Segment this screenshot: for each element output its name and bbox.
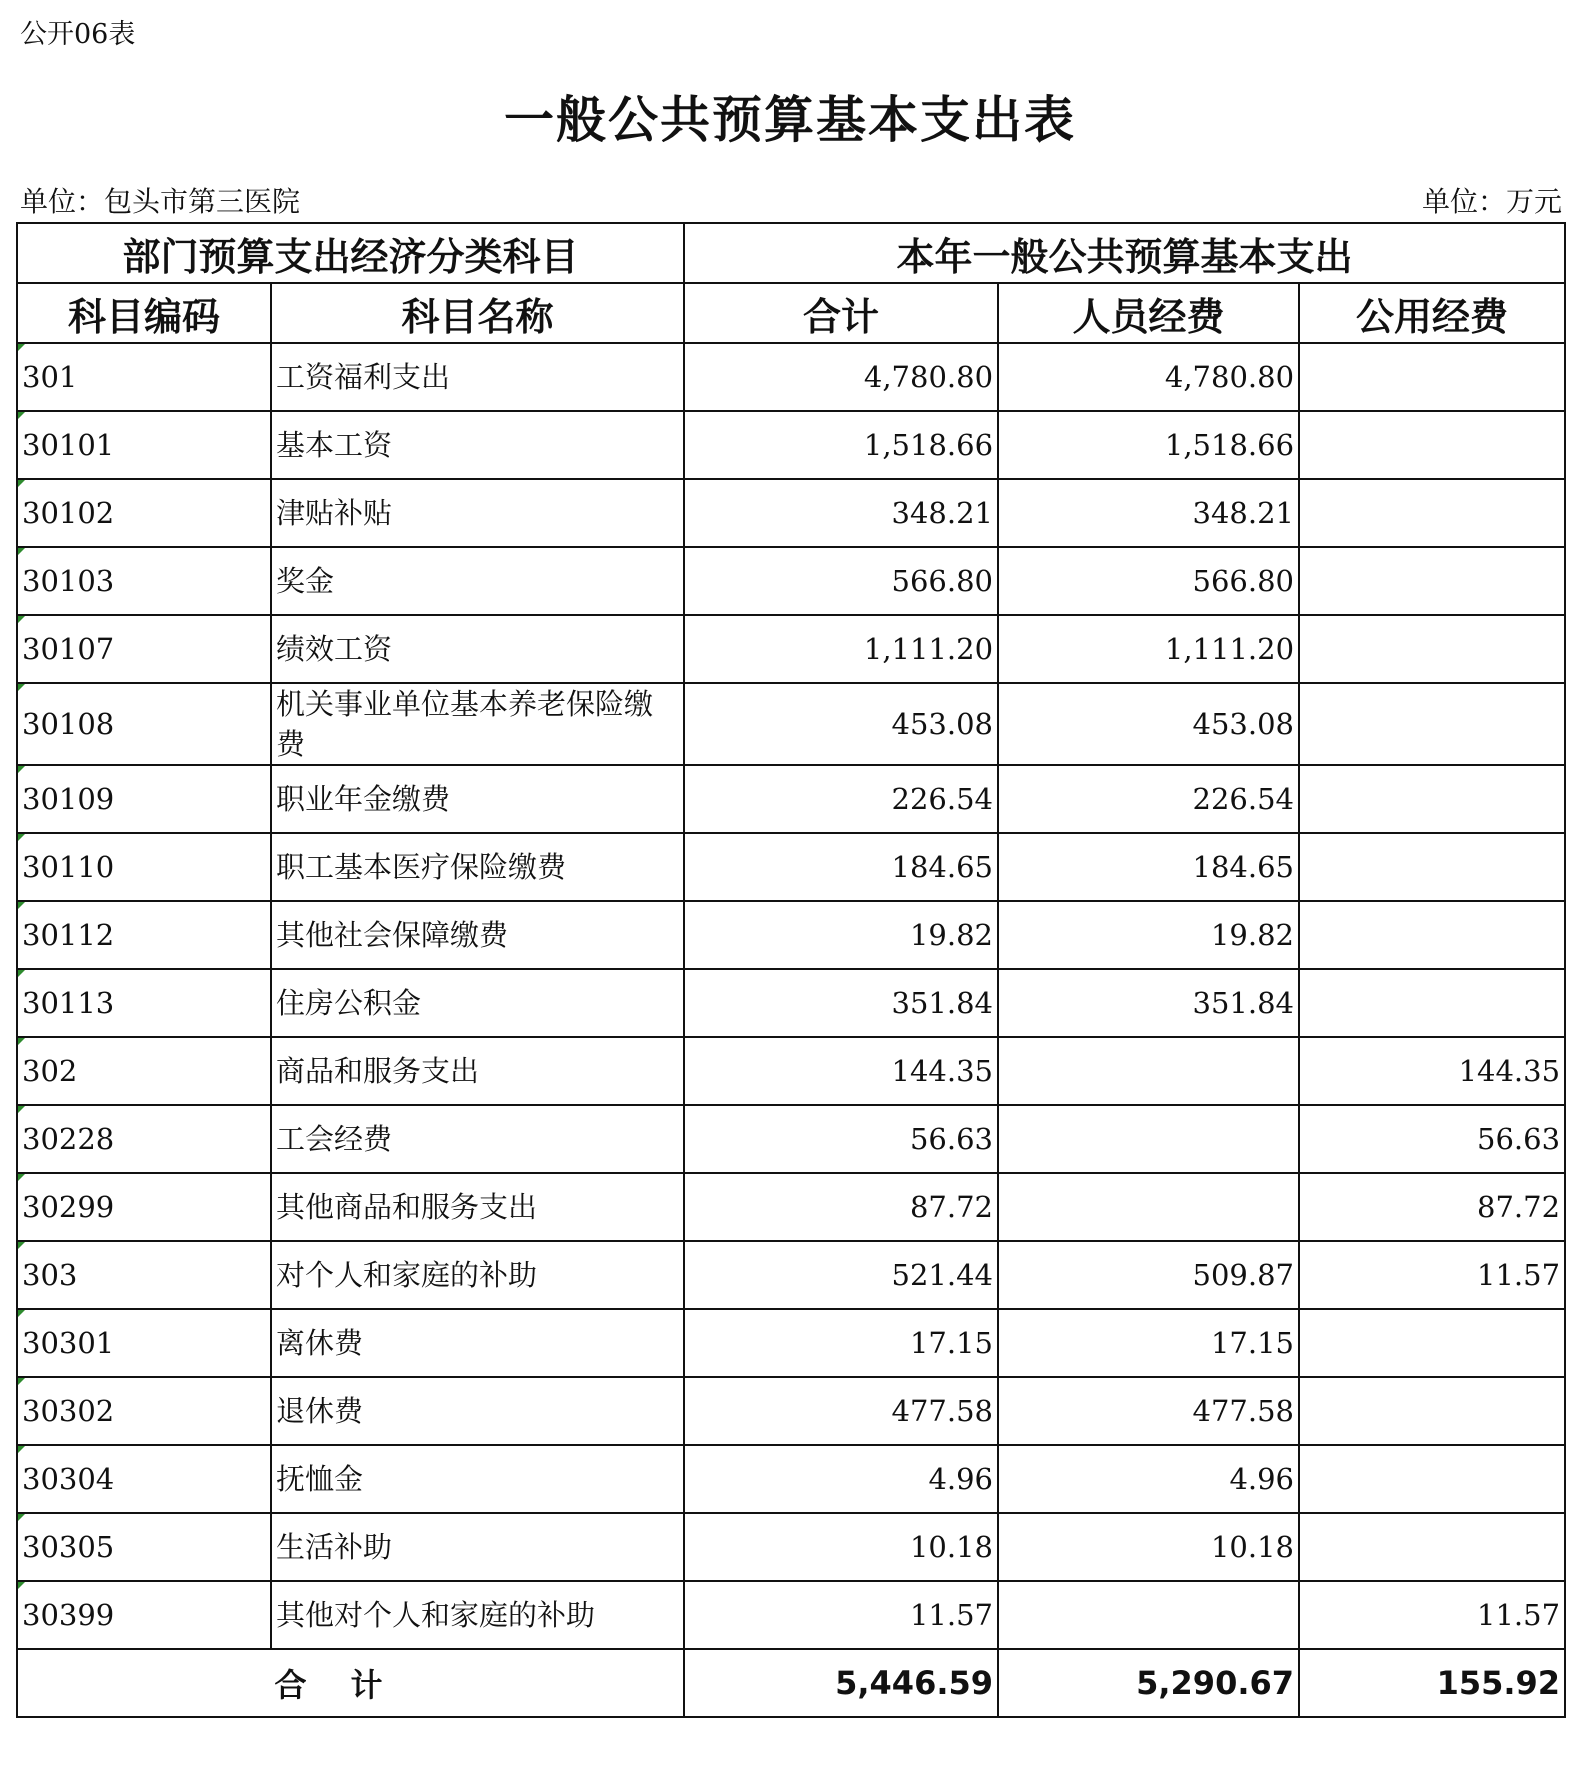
row-total: 566.80: [684, 547, 998, 615]
table-row: [17, 1037, 1565, 1105]
budget-table: [16, 222, 1566, 1718]
row-name: 生活补助: [271, 1513, 684, 1581]
row-code: 302: [17, 1037, 271, 1105]
row-code: 30113: [17, 969, 271, 1037]
row-total: 351.84: [684, 969, 998, 1037]
row-public: [1299, 615, 1565, 683]
row-total: 10.18: [684, 1513, 998, 1581]
table-row: [17, 615, 1565, 683]
row-name: 住房公积金: [271, 969, 684, 1037]
row-personnel: 477.58: [998, 1377, 1299, 1445]
row-public: [1299, 1309, 1565, 1377]
table-row: [17, 1581, 1565, 1649]
row-code: 30101: [17, 411, 271, 479]
header-group-classification: 部门预算支出经济分类科目: [17, 223, 684, 283]
row-personnel: 453.08: [998, 683, 1299, 765]
header-group-expenditure: 本年一般公共预算基本支出: [684, 223, 1565, 283]
row-public: 87.72: [1299, 1173, 1565, 1241]
row-public: 144.35: [1299, 1037, 1565, 1105]
row-name: 工资福利支出: [271, 343, 684, 411]
row-personnel: 566.80: [998, 547, 1299, 615]
row-code: 30302: [17, 1377, 271, 1445]
row-total: 1,111.20: [684, 615, 998, 683]
total-personnel: 5,290.67: [998, 1649, 1299, 1717]
row-personnel: 348.21: [998, 479, 1299, 547]
table-row: [17, 547, 1565, 615]
page-title: 一般公共预算基本支出表: [504, 90, 1076, 149]
row-name: 其他商品和服务支出: [271, 1173, 684, 1241]
row-public: 11.57: [1299, 1241, 1565, 1309]
row-total: 1,518.66: [684, 411, 998, 479]
row-name: 其他社会保障缴费: [271, 901, 684, 969]
header-group-row: [17, 223, 1565, 283]
table-row: [17, 1173, 1565, 1241]
row-name: 奖金: [271, 547, 684, 615]
row-name: 退休费: [271, 1377, 684, 1445]
row-code: 303: [17, 1241, 271, 1309]
row-total: 184.65: [684, 833, 998, 901]
row-personnel: 19.82: [998, 901, 1299, 969]
table-row: [17, 343, 1565, 411]
table-row: [17, 1241, 1565, 1309]
row-name: 离休费: [271, 1309, 684, 1377]
row-personnel: [998, 1581, 1299, 1649]
header-column-row: [17, 283, 1565, 343]
row-name: 其他对个人和家庭的补助: [271, 1581, 684, 1649]
row-total: 19.82: [684, 901, 998, 969]
row-name: 工会经费: [271, 1105, 684, 1173]
row-code: 30110: [17, 833, 271, 901]
row-public: [1299, 411, 1565, 479]
row-personnel: 4.96: [998, 1445, 1299, 1513]
row-code: 30108: [17, 683, 271, 765]
column-header-public: 公用经费: [1299, 283, 1565, 343]
row-name: 对个人和家庭的补助: [271, 1241, 684, 1309]
row-total: 4,780.80: [684, 343, 998, 411]
table-row: [17, 1513, 1565, 1581]
row-personnel: 10.18: [998, 1513, 1299, 1581]
row-name: 商品和服务支出: [271, 1037, 684, 1105]
table-row: [17, 479, 1565, 547]
table-row: [17, 683, 1565, 765]
row-public: [1299, 901, 1565, 969]
row-public: [1299, 547, 1565, 615]
row-name: 职工基本医疗保险缴费: [271, 833, 684, 901]
row-code: 30299: [17, 1173, 271, 1241]
table-row: [17, 765, 1565, 833]
unit-organization: 单位：包头市第三医院: [20, 185, 301, 218]
total-label: 合计: [17, 1649, 684, 1717]
row-public: [1299, 683, 1565, 765]
row-code: 30305: [17, 1513, 271, 1581]
row-personnel: [998, 1105, 1299, 1173]
row-total: 348.21: [684, 479, 998, 547]
row-personnel: [998, 1037, 1299, 1105]
row-personnel: 1,518.66: [998, 411, 1299, 479]
total-row: [17, 1649, 1565, 1717]
row-name: 机关事业单位基本养老保险缴费: [271, 683, 684, 765]
row-total: 453.08: [684, 683, 998, 765]
row-name: 基本工资: [271, 411, 684, 479]
row-total: 521.44: [684, 1241, 998, 1309]
row-public: [1299, 1445, 1565, 1513]
row-name: 津贴补贴: [271, 479, 684, 547]
row-public: [1299, 479, 1565, 547]
row-total: 144.35: [684, 1037, 998, 1105]
row-public: [1299, 765, 1565, 833]
row-total: 11.57: [684, 1581, 998, 1649]
row-code: 30102: [17, 479, 271, 547]
total-public: 155.92: [1299, 1649, 1565, 1717]
row-name: 抚恤金: [271, 1445, 684, 1513]
row-personnel: 226.54: [998, 765, 1299, 833]
row-public: [1299, 1377, 1565, 1445]
row-code: 30107: [17, 615, 271, 683]
row-code: 30399: [17, 1581, 271, 1649]
row-total: 17.15: [684, 1309, 998, 1377]
table-row: [17, 969, 1565, 1037]
row-code: 301: [17, 343, 271, 411]
unit-currency: 单位：万元: [1421, 185, 1562, 218]
row-code: 30109: [17, 765, 271, 833]
column-header-total: 合计: [684, 283, 998, 343]
table-row: [17, 1105, 1565, 1173]
table-row: [17, 411, 1565, 479]
column-header-code: 科目编码: [17, 283, 271, 343]
row-code: 30103: [17, 547, 271, 615]
row-total: 477.58: [684, 1377, 998, 1445]
row-personnel: 1,111.20: [998, 615, 1299, 683]
total-sum: 5,446.59: [684, 1649, 998, 1717]
row-personnel: 17.15: [998, 1309, 1299, 1377]
row-personnel: 351.84: [998, 969, 1299, 1037]
row-public: 56.63: [1299, 1105, 1565, 1173]
row-total: 4.96: [684, 1445, 998, 1513]
column-header-personnel: 人员经费: [998, 283, 1299, 343]
row-code: 30301: [17, 1309, 271, 1377]
row-public: [1299, 833, 1565, 901]
table-row: [17, 1309, 1565, 1377]
row-personnel: 184.65: [998, 833, 1299, 901]
form-code: 公开06表: [20, 19, 136, 50]
row-personnel: [998, 1173, 1299, 1241]
row-public: [1299, 969, 1565, 1037]
table-row: [17, 1377, 1565, 1445]
row-total: 226.54: [684, 765, 998, 833]
table-row: [17, 1445, 1565, 1513]
row-public: 11.57: [1299, 1581, 1565, 1649]
table-row: [17, 833, 1565, 901]
column-header-name: 科目名称: [271, 283, 684, 343]
row-code: 30228: [17, 1105, 271, 1173]
row-name: 绩效工资: [271, 615, 684, 683]
row-total: 87.72: [684, 1173, 998, 1241]
row-code: 30304: [17, 1445, 271, 1513]
row-public: [1299, 1513, 1565, 1581]
row-code: 30112: [17, 901, 271, 969]
row-total: 56.63: [684, 1105, 998, 1173]
row-personnel: 509.87: [998, 1241, 1299, 1309]
row-personnel: 4,780.80: [998, 343, 1299, 411]
row-public: [1299, 343, 1565, 411]
table-row: [17, 901, 1565, 969]
row-name: 职业年金缴费: [271, 765, 684, 833]
